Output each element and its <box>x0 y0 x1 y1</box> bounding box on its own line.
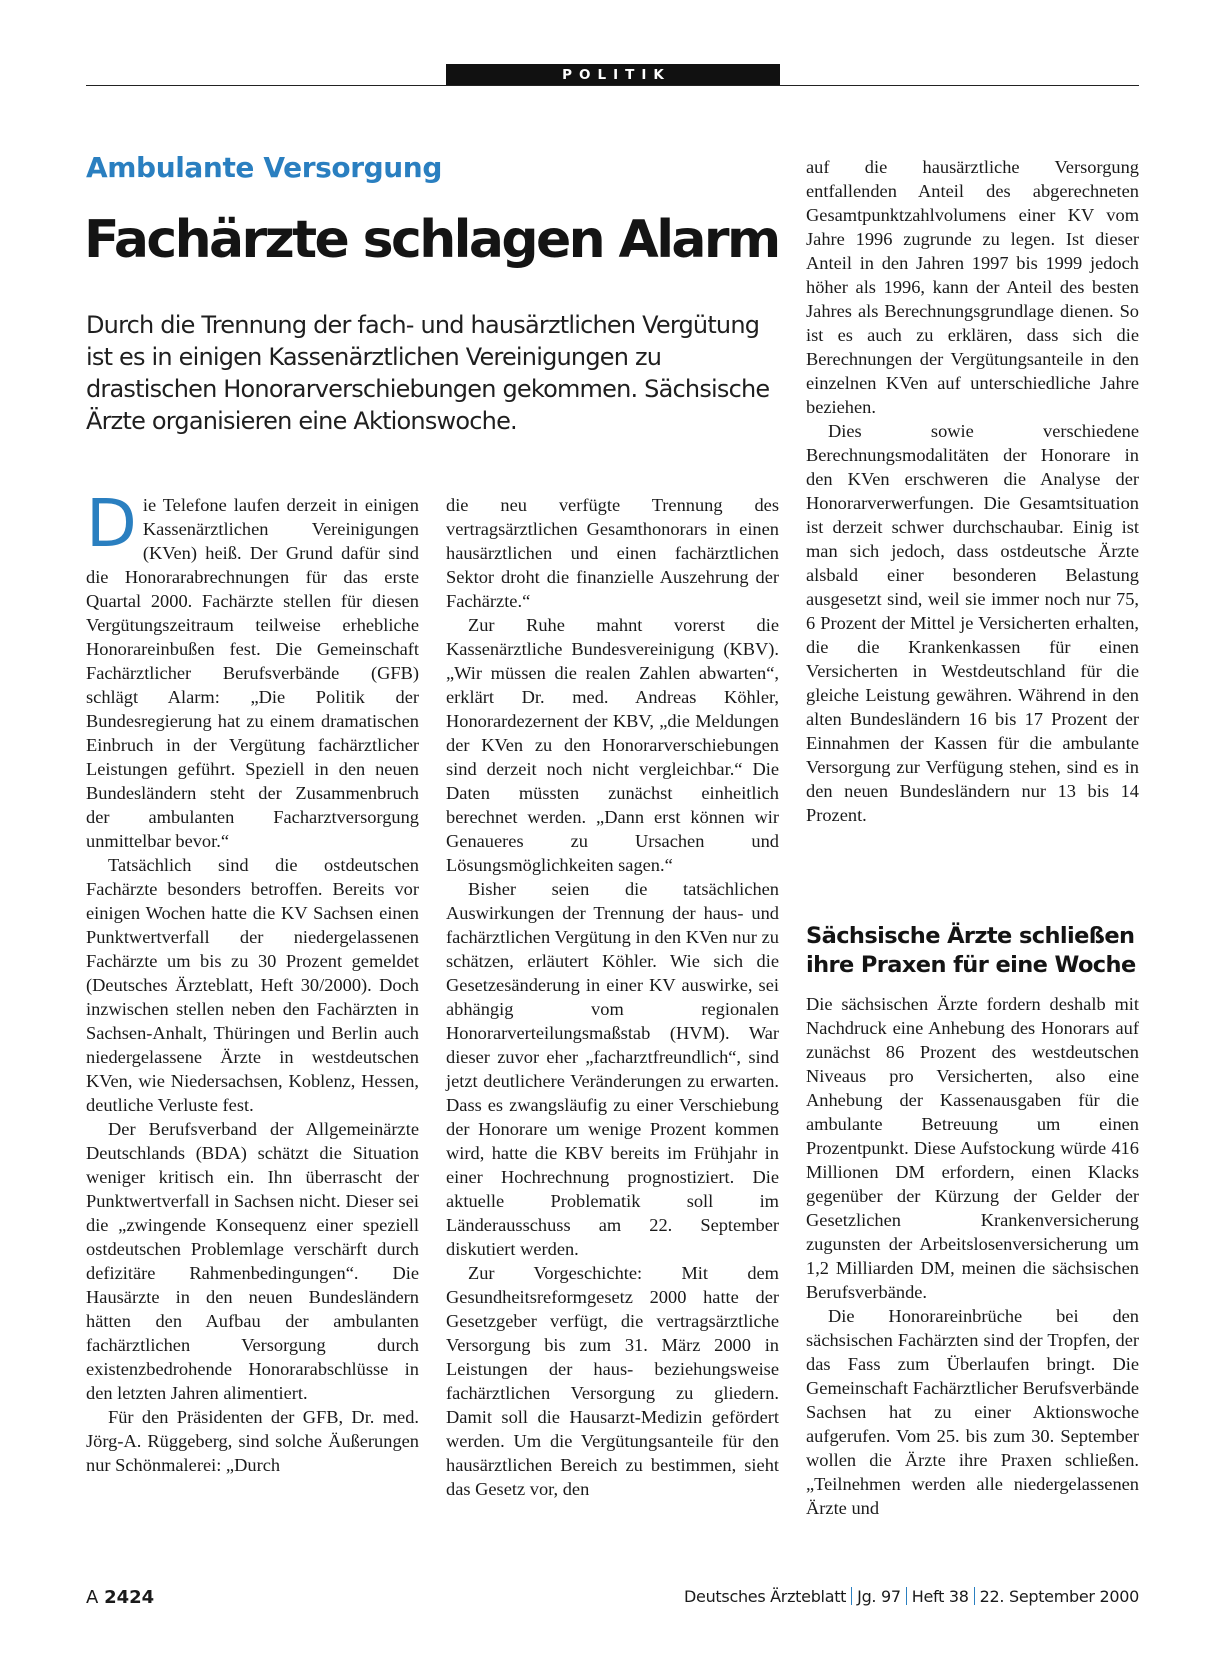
journal-info <box>684 1587 1139 1606</box>
section-label: POLITIK <box>446 64 780 86</box>
article-column-2 <box>446 493 779 1501</box>
article-headline: Fachärzte schlagen Alarm <box>84 210 779 270</box>
separator <box>974 1587 975 1605</box>
paragraph: Zur Vorgeschichte: Mit dem Gesundheitsreformgesetz 2000 hatte der Gesetzgeber verfügt, die vertragsärztliche Versorgung bis zum 31. März 2000 in Leistungen der haus- beziehungsweise fachärztlichen Versorgung zu gliedern. Damit soll die Hausarzt-Medizin gefördert werden. Um die Vergütungsanteile für den hausärztlichen Bereich zu bestimmen, sieht das Gesetz vor, den <box>446 1263 779 1499</box>
paragraph: Bisher seien die tatsächlichen Auswirkungen der Trennung der haus- und fachärztlichen Vergütung in den KVen nur zu schätzen, erläutert Köhler. Wie sich die Gesetzesänderung in einer KV auswirke, sei abhängig vom regionalen Honorarverteilungsmaßstab (HVM). War dieser zuvor eher „facharztfreundlich“, sind jetzt deutlichere Veränderungen zu erwarten. Dass es zwangsläufig zu einer Verschiebung der Honorare um wenige Prozent kommen wird, hatte die KBV bereits im Frühjahr in einer Hochrechnung prognostiziert. Die aktuelle Problematik soll im Länderausschuss am 22. September diskutiert werden. <box>446 879 779 1259</box>
paragraph: die neu verfügte Trennung des vertragsärztlichen Gesamthonorars in einen hausärztlichen und einen fachärztlichen Sektor droht die finanzielle Auszehrung der Fachärzte.“ <box>446 495 779 611</box>
journal-volume: Jg. 97 <box>857 1587 901 1606</box>
article-kicker: Ambulante Versorgung <box>86 151 442 184</box>
journal-issue: Heft 38 <box>911 1587 969 1606</box>
article-column-3 <box>806 155 1139 827</box>
page-number-value: 2424 <box>104 1587 155 1608</box>
journal-date: 22. September 2000 <box>979 1587 1139 1606</box>
paragraph: Die sächsischen Ärzte fordern deshalb mit Nachdruck eine Anhebung des Honorars auf zunächst 86 Prozent des westdeutschen Niveaus pro Versicherten, also eine Anhebung der Kassenausgaben für die ambulante Betreuung um einen Prozentpunkt. Diese Aufstockung würde 416 Millionen DM erfordern, einen Klacks gegenüber der Kürzung der Gelder der Gesetzlichen Krankenversicherung zugunsten der Arbeitslosenversicherung um 1,2 Milliarden DM, meinen die sächsischen Berufsverbände. <box>806 994 1139 1302</box>
paragraph: Für den Präsidenten der GFB, Dr. med. Jörg-A. Rüggeberg, sind solche Äußerungen nur Schönmalerei: „Durch <box>86 1407 419 1475</box>
paragraph: Tatsächlich sind die ostdeutschen Fachärzte besonders betroffen. Bereits vor einigen Wochen hatte die KV Sachsen einen Punktwertverfall der niedergelassenen Fachärzte um bis zu 30 Prozent gemeldet (Deutsches Ärzteblatt, Heft 30/2000). Doch inzwischen stellen neben den Fachärzten in Sachsen-Anhalt, Thüringen und Berlin auch niedergelassene Ärzte in westdeutschen KVen, wie Niedersachsen, Koblenz, Hessen, deutliche Verluste fest. <box>86 855 419 1115</box>
separator <box>906 1587 907 1605</box>
page-prefix: A <box>86 1587 99 1608</box>
paragraph: Die Telefone laufen derzeit in einigen Kassenärztlichen Vereinigungen (KVen) heiß. Der Grund dafür sind die Honorarabrechnungen für das erste Quartal 2000. Fachärzte stellen für diesen Vergütungszeitraum teilweise erhebliche Honorareinbußen fest. Die Gemeinschaft Fachärztlicher Berufsverbände (GFB) schlägt Alarm: „Die Politik der Bundesregierung hat zu einem dramatischen Einbruch in der Vergütung fachärztlicher Leistungen geführt. Speziell in den neuen Bundesländern steht der Zusammenbruch der ambulanten Facharztversorgung unmittelbar bevor.“ <box>86 485 419 851</box>
article-column-1 <box>86 485 419 1477</box>
paragraph: auf die hausärztliche Versorgung entfallenden Anteil des abgerechneten Gesamtpunktzahlvolumens einer KV vom Jahre 1996 zugrunde zu legen. Ist dieser Anteil in den Jahren 1997 bis 1999 jedoch höher als 1996, kann der Anteil des besten Jahres als Berechnungsgrundlage dienen. So ist es auch zu erklären, dass sich die Berechnungen der Vergütungsanteile in den einzelnen KVen auf unterschiedliche Jahre beziehen. <box>806 157 1139 417</box>
page-number <box>86 1587 154 1608</box>
paragraph: Dies sowie verschiedene Berechnungsmodalitäten der Honorare in den KVen erschweren die Analyse der Honorarverwerfungen. Die Gesamtsituation ist derzeit schwer durchschaubar. Einig ist man sich jedoch, dass ostdeutsche Ärzte alsbald einer besonderen Belastung ausgesetzt sind, weil sie immer noch nur 75, 6 Prozent der Mittel je Versicherten erhalten, die die Krankenkassen für einen Versicherten in Westdeutschland für die gleiche Leistung gewähren. Während in den alten Bundesländern 16 bis 17 Prozent der Einnahmen der Kassen für die ambulante Versorgung zur Verfügung stehen, sind es in den neuen Bundesländern nur 13 bis 14 Prozent. <box>806 421 1139 825</box>
paragraph: Der Berufsverband der Allgemeinärzte Deutschlands (BDA) schätzt die Situation weniger kritisch ein. Ihn überrascht der Punktwertverfall in Sachsen nicht. Dieser sei die „zwingende Konsequenz einer speziell ostdeutschen Problemlage verschärft durch defizitäre Rahmenbedingungen“. Die Hausärzte in den neuen Bundesländern hätten den Aufbau der ambulanten fachärztlichen Versorgung durch existenzbedrohende Honorarabschlüsse in den letzten Jahren alimentiert. <box>86 1119 419 1403</box>
paragraph: Zur Ruhe mahnt vorerst die Kassenärztliche Bundesvereinigung (KBV). „Wir müssen die realen Zahlen abwarten“, erklärt Dr. med. Andreas Köhler, Honorardezernent der KBV, „die Meldungen der KVen zu den Honorarverschiebungen sind derzeit noch nicht vergleichbar.“ Die Daten müssten zunächst einheitlich berechnet werden. „Dann erst können wir Genaueres zu Ursachen und Lösungsmöglichkeiten sagen.“ <box>446 615 779 875</box>
separator <box>851 1587 852 1605</box>
section-subheading: Sächsische Ärzte schließen ihre Praxen für eine Woche <box>806 923 1136 978</box>
paragraph: Die Honorareinbrüche bei den sächsischen Fachärzten sind der Tropfen, der das Fass zum Überlaufen bringt. Die Gemeinschaft Fachärztlicher Berufsverbände Sachsen hat zu einer Aktionswoche aufgerufen. Vom 25. bis zum 30. September wollen die Ärzte ihre Praxen schließen. „Teilnehmen werden alle niedergelassenen Ärzte und <box>806 1306 1139 1518</box>
journal-name: Deutsches Ärzteblatt <box>684 1587 847 1606</box>
article-lead: Durch die Trennung der fach- und hausärztlichen Vergütung ist es in einigen Kassenärztlichen Vereinigungen zu drastischen Honorarverschiebungen gekommen. Sächsische Ärzte organisieren eine Aktionswoche. <box>86 311 770 435</box>
drop-cap: D <box>86 485 137 562</box>
article-column-3-continued <box>806 992 1139 1520</box>
header-rule <box>86 85 1139 86</box>
